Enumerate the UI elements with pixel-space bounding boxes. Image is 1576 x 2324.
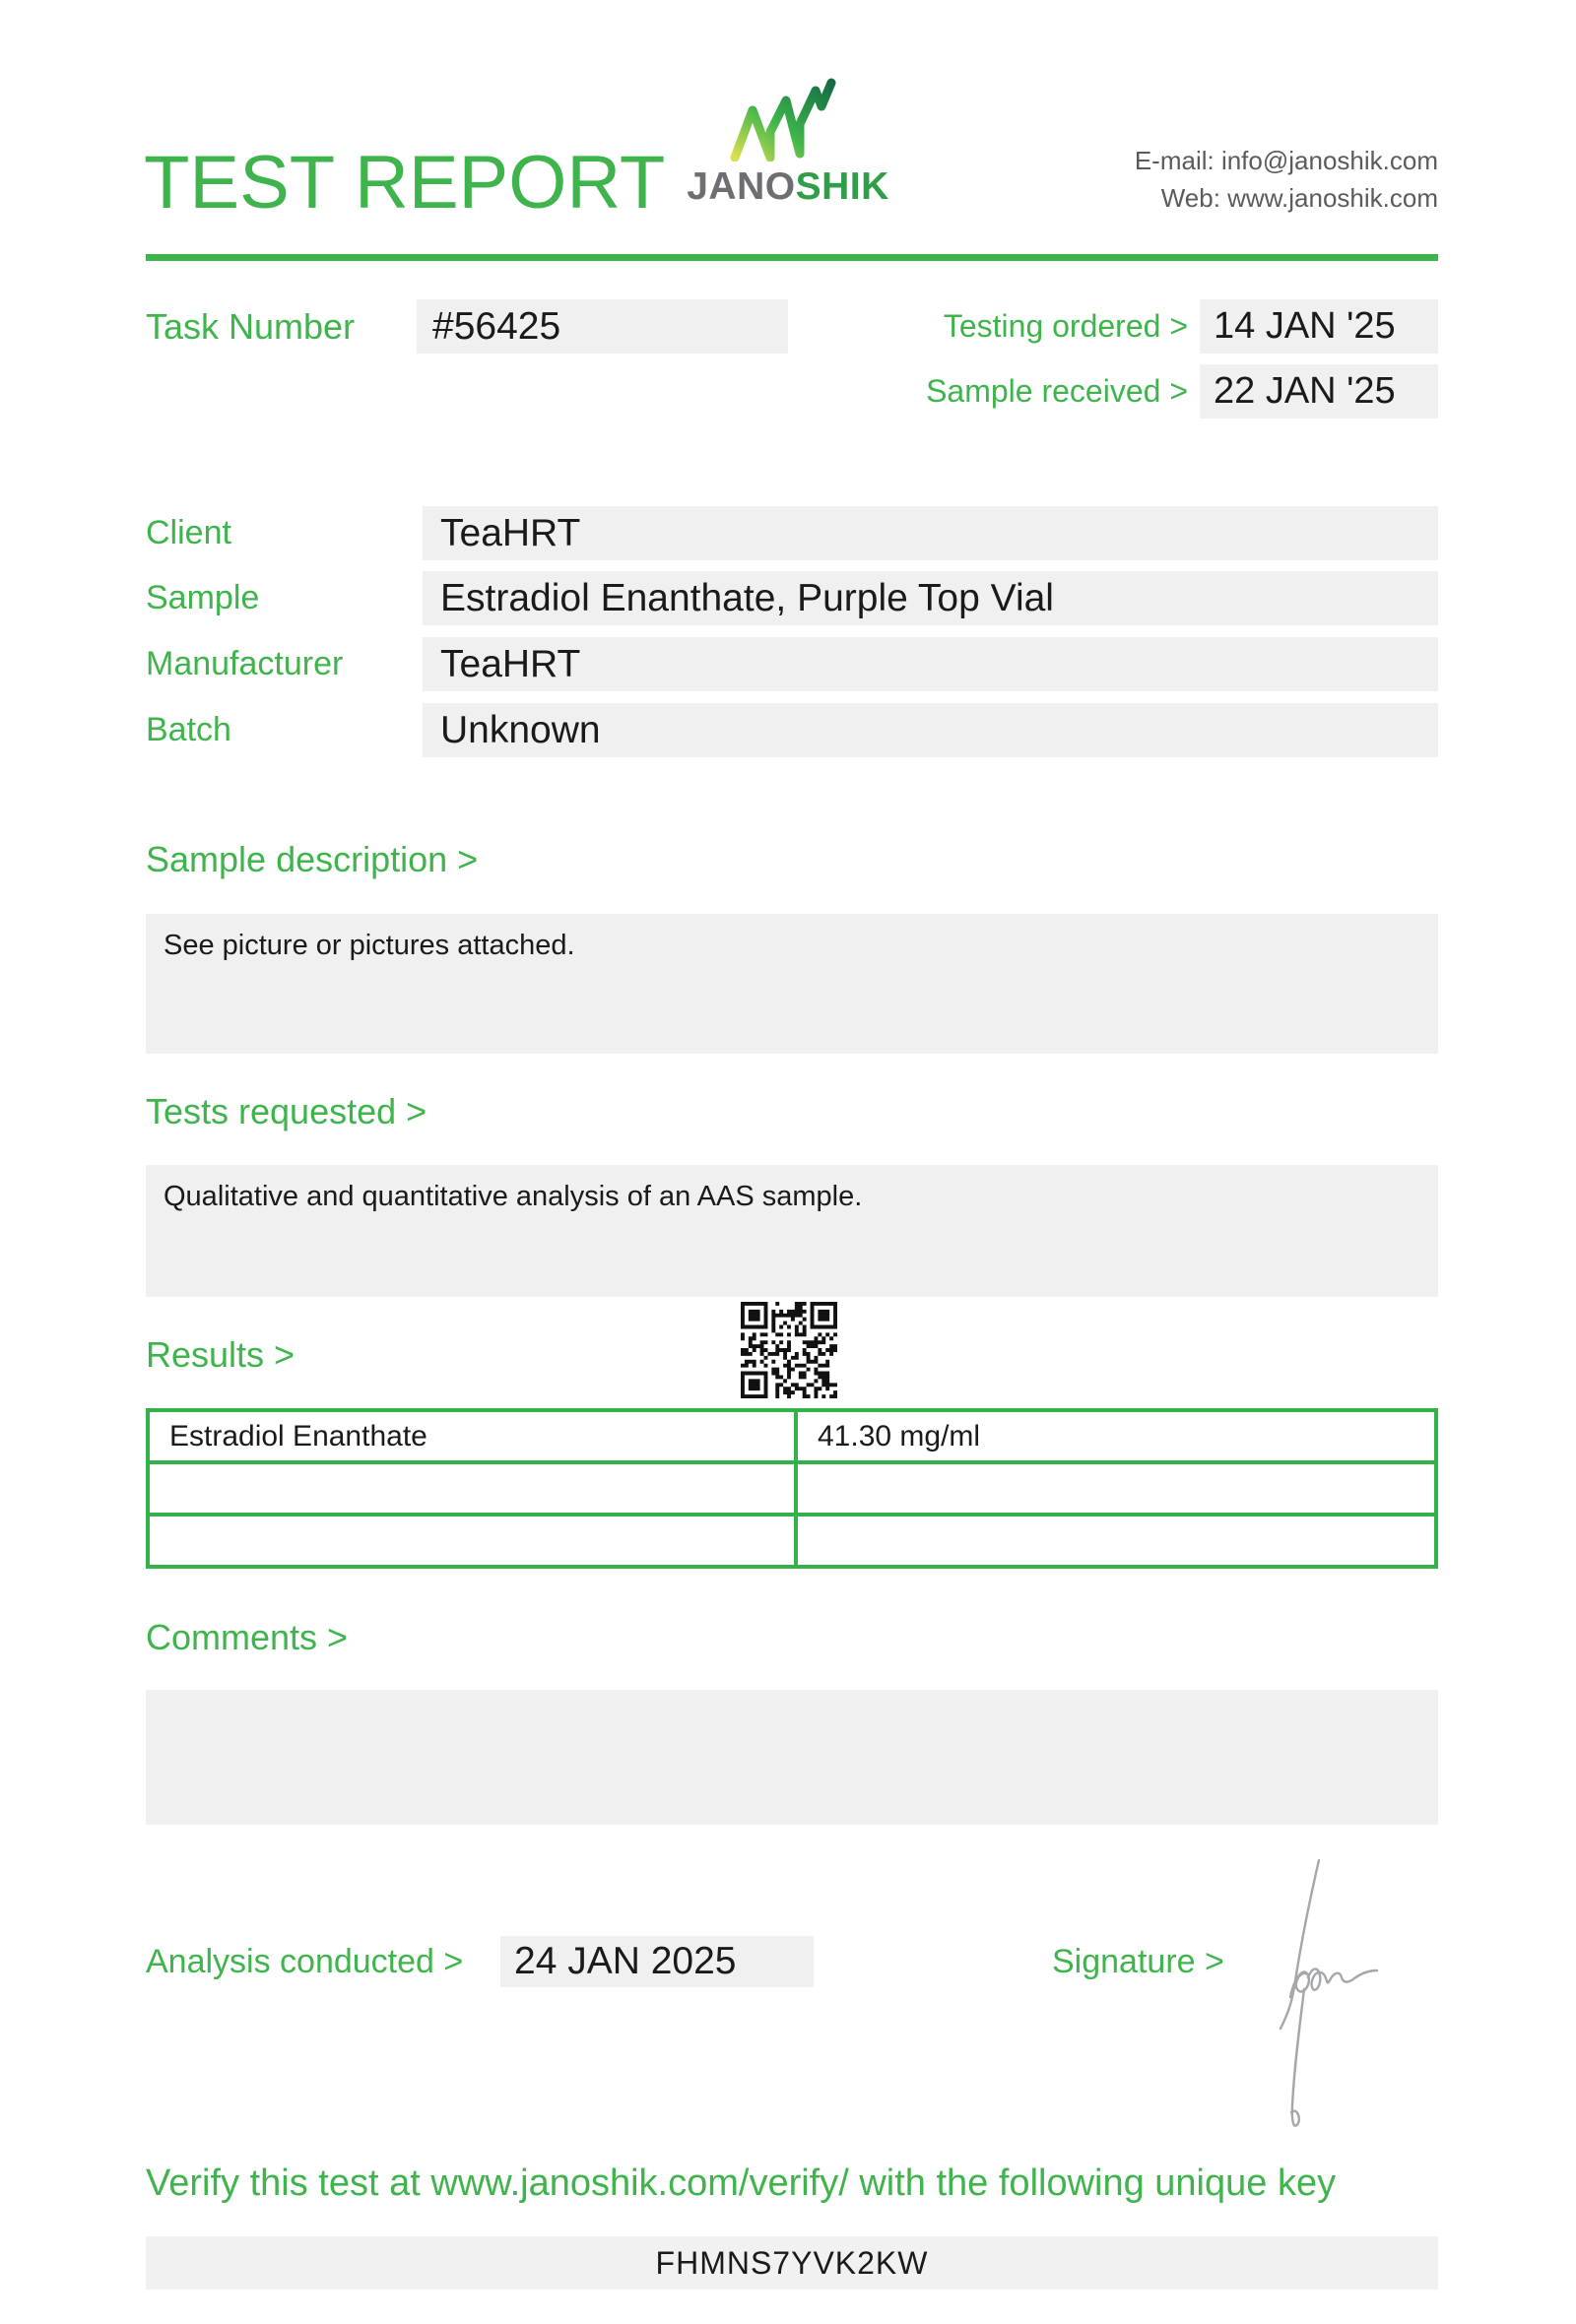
logo-text-gray: JANO [687,165,796,208]
verify-instruction: Verify this test at www.janoshik.com/verify/ with the following unique key [146,2163,1337,2204]
result-analyte [148,1462,796,1515]
tests-requested-box: Qualitative and quantitative analysis of an AAS sample. [146,1165,1438,1297]
result-value [796,1462,1436,1515]
batch-value: Unknown [423,703,1438,757]
sample-value: Estradiol Enanthate, Purple Top Vial [423,571,1438,625]
table-row [148,1462,1436,1515]
task-number-value: #56425 [417,299,788,354]
header-divider [146,254,1438,261]
results-heading: Results > [146,1334,296,1375]
result-analyte: Estradiol Enanthate [148,1410,796,1462]
manufacturer-value: TeaHRT [423,637,1438,691]
sample-description-box: See picture or pictures attached. [146,914,1438,1054]
signature-label: Signature > [1052,1943,1224,1980]
contact-web: Web: www.janoshik.com [1160,183,1438,213]
result-value [796,1515,1436,1567]
handwritten-signature [1261,1840,1497,2155]
contact-email: E-mail: info@janoshik.com [1134,146,1438,175]
logo-wordmark [650,165,926,209]
testing-ordered-value: 14 JAN '25 [1200,299,1438,354]
result-analyte [148,1515,796,1567]
contact-block [985,142,1438,217]
result-value: 41.30 mg/ml [796,1410,1436,1462]
results-table [146,1408,1438,1569]
client-label: Client [146,514,231,551]
table-row [148,1515,1436,1567]
manufacturer-label: Manufacturer [146,645,344,682]
logo-text-green: SHIK [795,165,889,208]
testing-ordered-label: Testing ordered > [943,308,1188,344]
analysis-conducted-value: 24 JAN 2025 [500,1936,814,1987]
qr-code [741,1302,837,1398]
table-row [148,1410,1436,1462]
analysis-conducted-label: Analysis conducted > [146,1943,464,1980]
sample-label: Sample [146,579,260,616]
comments-heading: Comments > [146,1617,349,1657]
task-number-label: Task Number [146,306,356,347]
batch-label: Batch [146,711,231,748]
verify-key: FHMNS7YVK2KW [146,2236,1438,2290]
sample-received-label: Sample received > [926,373,1188,409]
comments-box [146,1690,1438,1825]
growth-chart-icon [727,75,837,161]
client-value: TeaHRT [423,506,1438,560]
tests-requested-heading: Tests requested > [146,1091,427,1131]
sample-received-value: 22 JAN '25 [1200,364,1438,419]
sample-description-heading: Sample description > [146,839,479,879]
page-title: TEST REPORT [144,141,666,225]
